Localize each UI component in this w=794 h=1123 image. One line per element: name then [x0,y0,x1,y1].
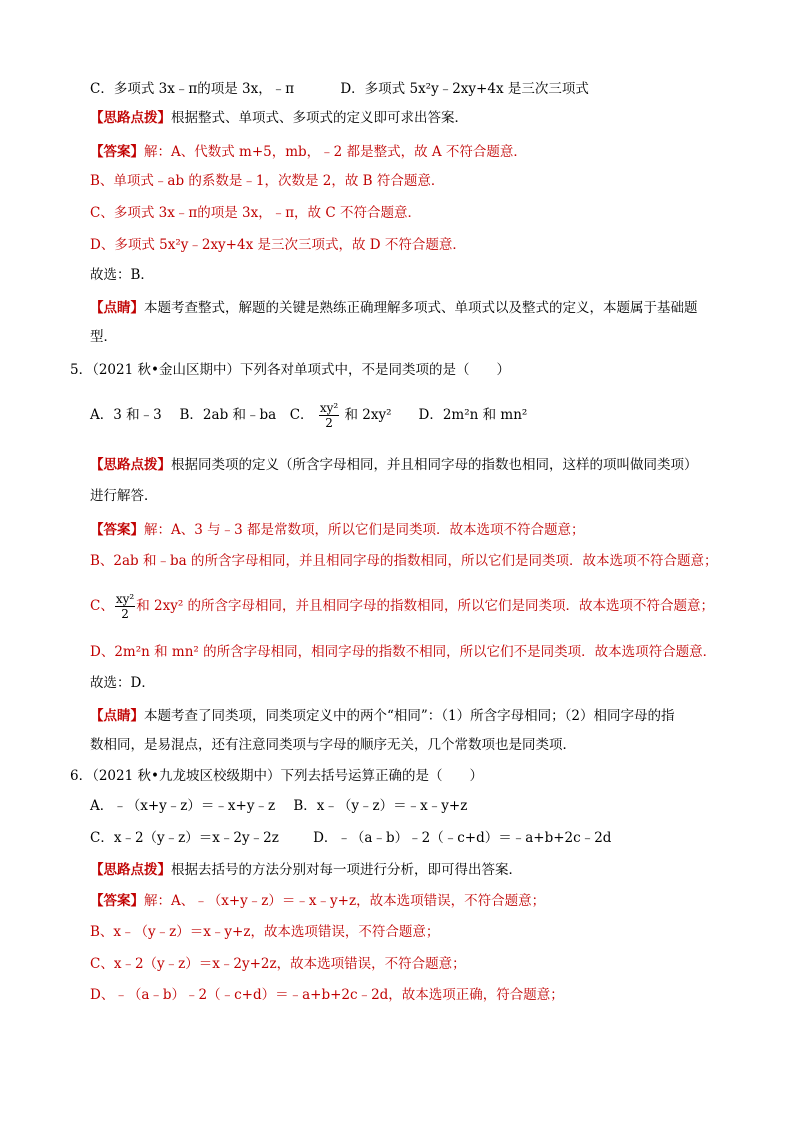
comment-line-q5 [90,706,674,726]
answer-line-q4 [90,142,527,162]
hint-text: 根据整式、单项式、多项式的定义即可求出答案． [171,110,468,126]
hint-tag: 【思路点拨】 [90,457,171,473]
question-6-title: 6．（2021 秋•九龙坡区校级期中）下列去括号运算正确的是（ ） [70,768,483,784]
hint-text: 根据同类项的定义（所含字母相同，并且相同字母的指数也相同，这样的项叫做同类项） [171,457,698,473]
answer-d-q4: D、多项式 5x²y﹣2xy+4x 是三次三项式，故 D 不符合题意． [90,237,466,253]
answer-c-text: 和 2xy² 的所含字母相同，并且相同字母的指数相同，所以它们是同类项．故本选项不符合题意； [136,598,715,614]
option-c-text: C．x﹣2（y﹣z）＝x﹣2y﹣2z [90,830,279,846]
answer-tag: 【答案】 [90,893,144,909]
fraction [319,402,339,429]
hint-text: 根据去括号的方法分别对每一项进行分析，即可得出答案． [171,862,522,878]
option-c-q4 [90,79,589,99]
answer-d-q5: D、2m²n 和 mn² 的所含字母相同，相同字母的指数不相同，所以它们不是同类项．故本选项符合题意． [90,644,717,660]
question-5-title: 5．（2021 秋•金山区期中）下列各对单项式中，不是同类项的是（ ） [70,362,510,378]
answer-c-q5 [90,593,714,620]
fraction-numerator: xy² [319,401,339,415]
fraction-denominator: 2 [121,607,129,621]
comment-cont-q4: 型． [90,329,117,345]
answer-b-q4: B、单项式﹣ab 的系数是﹣1，次数是 2，故 B 符合题意． [90,173,445,189]
option-b-text: B．x﹣（y﹣z）＝﹣x﹣y+z [293,798,468,814]
comment-line-q4 [90,298,698,318]
answer-tag: 【答案】 [90,522,144,538]
fraction-numerator: xy² [115,592,135,606]
question-6-options-ab [90,796,467,816]
choice-line-q5: 故选：D． [90,675,155,691]
option-d-text: D．多项式 5x²y﹣2xy+4x 是三次三项式 [340,81,589,97]
option-d-text: D．﹣（a﹣b）﹣2（﹣c+d）＝﹣a+b+2c﹣2d [313,830,612,846]
answer-d-q6: D、﹣（a﹣b）﹣2（﹣c+d）＝﹣a+b+2c﹣2d，故本选项正确，符合题意； [90,987,564,1003]
fraction [115,593,135,620]
answer-c-prefix: C、 [90,598,114,614]
answer-tag: 【答案】 [90,144,144,160]
comment-tag: 【点睛】 [90,708,144,724]
comment-text: 本题考查了同类项，同类项定义中的两个“相同”：（1）所含字母相同；（2）相同字母的指 [144,708,675,724]
answer-c-q4: C、多项式 3x﹣π的项是 3x，﹣π，故 C 不符合题意． [90,205,421,221]
hint-line-q6 [90,860,522,880]
answer-c-q6: C、x﹣2（y﹣z）＝x﹣2y+2z，故本选项错误，不符合题意； [90,956,466,972]
choice-line-q4: 故选：B． [90,267,154,283]
comment-text: 本题考查整式，解题的关键是熟练正确理解多项式、单项式以及整式的定义，本题属于基础题 [144,300,698,316]
hint-line-q4 [90,108,468,128]
options-ab: A．3 和﹣3 B．2ab 和﹣ba C． [90,407,314,423]
hint-tag: 【思路点拨】 [90,862,171,878]
answer-text: 解：A、﹣（x+y﹣z）＝﹣x﹣y+z，故本选项错误，不符合题意； [144,893,546,909]
comment-tag: 【点睛】 [90,300,144,316]
option-a-text: A．﹣（x+y﹣z）＝﹣x+y﹣z [90,798,276,814]
answer-text: 解：A、3 与﹣3 都是常数项，所以它们是同类项．故本选项不符合题意； [144,522,585,538]
hint-cont-q5: 进行解答． [90,488,158,504]
answer-line-q6 [90,891,545,911]
comment-cont-q5: 数相同，是易混点，还有注意同类项与字母的顺序无关，几个常数项也是同类项． [90,737,576,753]
answer-b-q5: B、2ab 和﹣ba 的所含字母相同，并且相同字母的指数相同，所以它们是同类项．故本选项不符合题意； [90,553,718,569]
answer-line-q5 [90,520,585,540]
answer-b-q6: B、x﹣（y﹣z）＝x﹣y+z，故本选项错误，不符合题意； [90,924,440,940]
hint-tag: 【思路点拨】 [90,110,171,126]
question-5-options [90,402,527,429]
hint-line-q5 [90,455,698,475]
fraction-denominator: 2 [325,416,333,430]
options-cd: 和 2xy² D．2m²n 和 mn² [344,407,528,423]
question-6-options-cd [90,828,611,848]
option-c-text: C．多项式 3x﹣π的项是 3x，﹣π [90,81,295,97]
answer-text: 解：A、代数式 m+5，mb，﹣2 都是整式，故 A 不符合题意． [144,144,527,160]
